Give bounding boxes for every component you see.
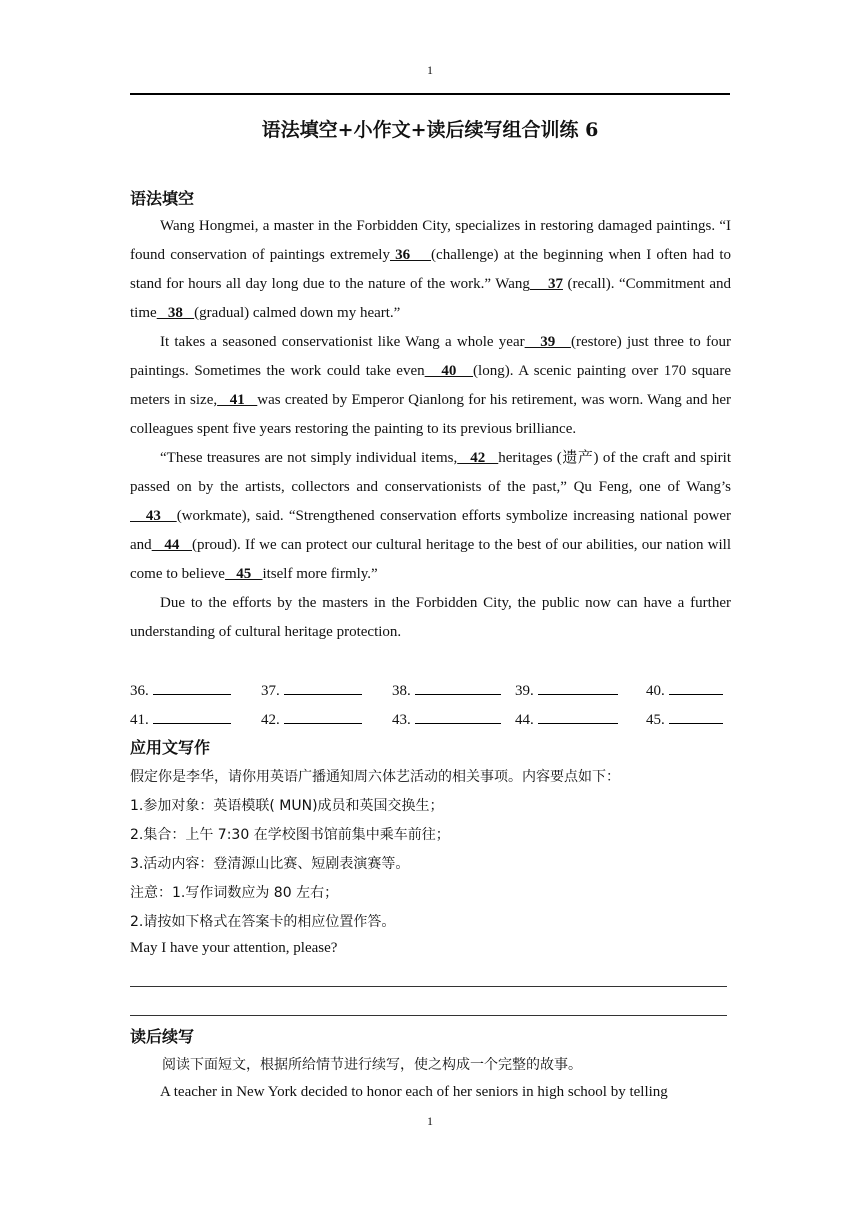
answer-slot[interactable]: 38. [392, 680, 501, 700]
blank-number: 36 [389, 247, 432, 263]
writing-prompt: 假定你是李华，请你用英语广播通知周六体艺活动的相关事项。内容要点如下： [130, 769, 620, 785]
blank-number: 39 [524, 334, 571, 350]
writing-opening-line: May I have your attention, please? [130, 940, 338, 956]
answer-slot[interactable]: 45. [646, 709, 723, 729]
passage-text: It takes a seasoned conservationist like Wang a whole year [160, 334, 525, 350]
passage-text: Due to the efforts by the masters in the Forbidden City, the public now can have a further understanding of cultural heritage protection. [130, 595, 731, 640]
blank-number: 42 [457, 450, 499, 466]
grammar-passage [130, 212, 731, 647]
writing-heading: 应用文写作 [130, 738, 211, 757]
passage-paragraph-1 [130, 212, 731, 328]
passage-text: (gradual) calmed down my heart.” [194, 305, 401, 321]
answer-slot[interactable]: 40. [646, 680, 723, 700]
writing-point-2: 2.集合：上午 7:30 在学校图书馆前集中乘车前往； [130, 827, 450, 843]
blank-number: 38 [156, 305, 195, 321]
answer-slot[interactable]: 41. [130, 709, 231, 729]
blank-number: 43 [130, 508, 177, 524]
blank-number: 45 [224, 566, 263, 582]
passage-text: heritages (遗产) of the craft and spirit passed on by the artists, collectors and conservationists of the past,” Qu Feng, one of Wang’s [130, 450, 731, 495]
passage-text: (challenge) at the beginning when I often had to stand for hours all day long due to the nature of the work.” Wang [130, 247, 731, 292]
continuation-heading: 读后续写 [130, 1027, 195, 1046]
header-page-number: 1 [427, 63, 433, 77]
passage-text: (workmate), said. “Strengthened conservation efforts symbolize increasing national power and [130, 508, 731, 553]
grammar-heading: 语法填空 [130, 189, 195, 208]
blank-number: 37 [529, 276, 563, 292]
answer-slot[interactable]: 39. [515, 680, 618, 700]
answer-slot[interactable]: 37. [261, 680, 362, 700]
writing-note-1: 注意：1.写作词数应为 80 左右； [130, 885, 339, 901]
answer-row-1 [130, 680, 730, 702]
passage-text: itself more firmly.” [262, 566, 378, 582]
blank-number: 44 [151, 537, 192, 553]
answer-slot[interactable]: 36. [130, 680, 231, 700]
continuation-passage-first-line: A teacher in New York decided to honor each of her seniors in high school by telling [160, 1084, 668, 1100]
passage-text: (restore) just three to four paintings. Sometimes the work could take even [130, 334, 732, 379]
blank-number: 40 [424, 363, 474, 379]
blank-number: 41 [217, 392, 258, 408]
header-rule [130, 93, 730, 95]
answer-slot[interactable]: 42. [261, 709, 362, 729]
footer-page-number: 1 [427, 1114, 433, 1128]
passage-text: “These treasures are not simply individual items, [160, 450, 458, 466]
writing-point-3: 3.活动内容：登清源山比赛、短剧表演赛等。 [130, 856, 410, 872]
writing-answer-line[interactable] [130, 1015, 727, 1016]
passage-text: (long). A scenic painting over 170 square meters in size, [130, 363, 731, 408]
continuation-intro: 阅读下面短文，根据所给情节进行续写，使之构成一个完整的故事。 [162, 1057, 582, 1073]
passage-text: (recall). “Commitment and time [130, 276, 731, 321]
writing-point-1: 1.参加对象：英语模联( MUN)成员和英国交换生； [130, 798, 444, 814]
passage-text: Wang Hongmei, a master in the Forbidden City, specializes in restoring damaged paintings. “I found conservation of paintings extremely [130, 218, 731, 263]
writing-note-2: 2.请按如下格式在答案卡的相应位置作答。 [130, 914, 396, 930]
document-title: 语法填空+小作文+读后续写组合训练 6 [261, 119, 599, 141]
passage-paragraph-4 [130, 589, 731, 647]
passage-paragraph-2 [130, 328, 731, 444]
answer-row-2 [130, 709, 730, 731]
answer-slot[interactable]: 44. [515, 709, 618, 729]
passage-text: (proud). If we can protect our cultural heritage to the best of our abilities, our nation will come to believe [130, 537, 732, 582]
writing-answer-line[interactable] [130, 986, 727, 987]
passage-text: was created by Emperor Qianlong for his retirement, was worn. Wang and her colleagues spent five years restoring the painting to its previous brilliance. [130, 392, 731, 437]
answer-slot[interactable]: 43. [392, 709, 501, 729]
passage-paragraph-3 [130, 444, 731, 589]
